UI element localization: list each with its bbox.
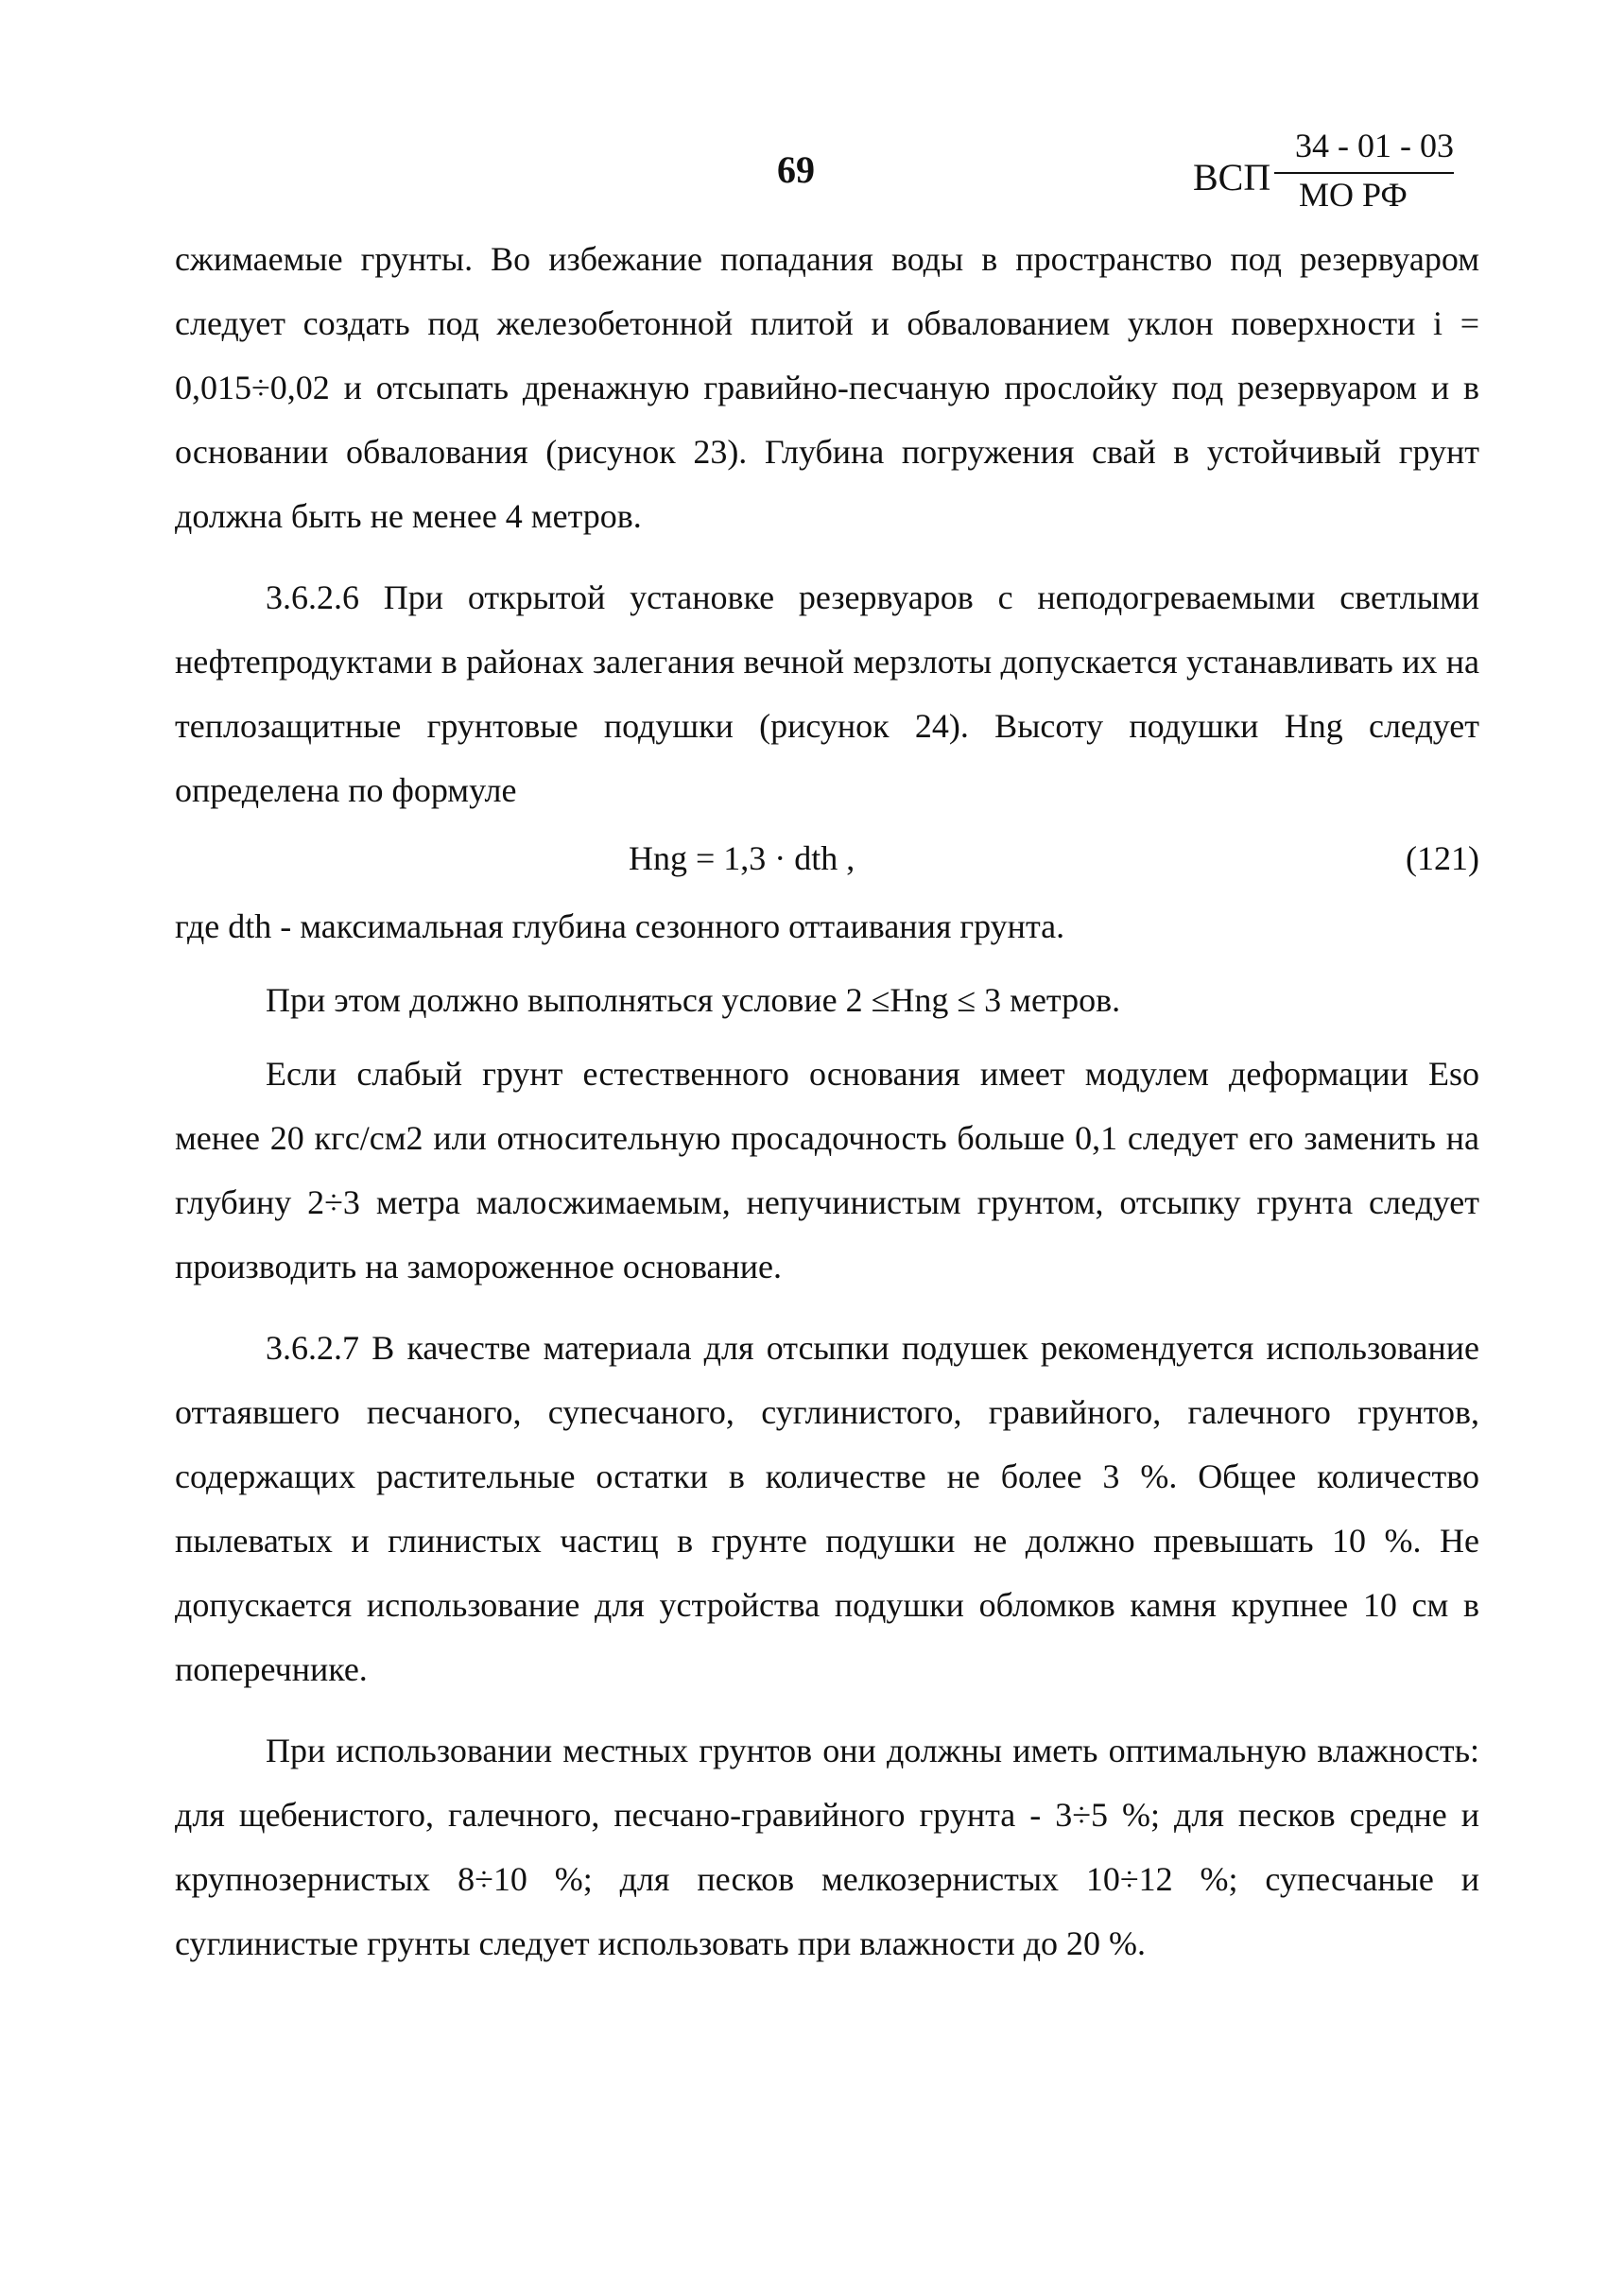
doc-code-fraction-line (1274, 172, 1454, 174)
formula-number: (121) (1406, 839, 1479, 877)
doc-code-number: 34 - 01 - 03 (1295, 127, 1454, 164)
paragraph-weak-soil: Если слабый грунт естественного основания имеет модулем деформации Eso менее 20 кгс/см2 или относительную просадочность больше 0,1 следует его заменить на глубину 2÷3 метра малосжимаемым, непучинистым грунтом, отсыпку грунта следует производить на замороженное основание. (175, 1055, 1479, 1285)
paragraph-1: сжимаемые грунты. Во избежание попадания воды в пространство под резервуаром следует создать под железобетонной плитой и обвалованием уклон поверхности i = 0,015÷0,02 и отсыпать дренажную гравийно-песчаную прослойку под резервуаром и в основании обвалования (рисунок 23). Глубина погружения свай в устойчивый грунт должна быть не менее 4 метров. (175, 240, 1479, 535)
document-code (1193, 125, 1477, 219)
condition-paragraph: При этом должно выполняться условие 2 ≤Hng ≤ 3 метров. (266, 981, 1121, 1019)
formula-definition: где dth - максимальная глубина сезонного оттаивания грунта. (175, 907, 1065, 945)
paragraph-3-6-2-6: 3.6.2.6 При открытой установке резервуаров с неподогреваемыми светлыми нефтепродуктами в районах залегания вечной мерзлоты допускается устанавливать их на теплозащитные грунтовые подушки (рисунок 24). Высоту подушки Hng следует определена по формуле (175, 578, 1479, 809)
formula-121: Hng = 1,3 · dth , (629, 839, 855, 877)
body-text (175, 227, 1479, 1975)
formula-row (175, 826, 1479, 894)
page-number: 69 (777, 148, 815, 191)
doc-code-prefix: ВСП (1193, 156, 1271, 198)
paragraph-3-6-2-7: 3.6.2.7 В качестве материала для отсыпки подушек рекомендуется использование оттаявшего песчаного, супесчаного, суглинистого, гравийного, галечного грунтов, содержащих растительные остатки в количестве не более 3 %. Общее количество пылеватых и глинистых частиц в грунте подушки не должно превышать 10 %. Не допускается использование для устройства подушки обломков камня крупнее 10 см в поперечнике. (175, 1329, 1479, 1688)
paragraph-local-soils: При использовании местных грунтов они должны иметь оптимальную влажность: для щебенистого, галечного, песчано-гравийного грунта - 3÷5 %; для песков средне и крупнозернистых 8÷10 %; для песков мелкозернистых 10÷12 %; супесчаные и суглинистые грунты следует использовать при влажности до 20 %. (175, 1732, 1479, 1962)
doc-code-organization: МО РФ (1299, 176, 1408, 214)
